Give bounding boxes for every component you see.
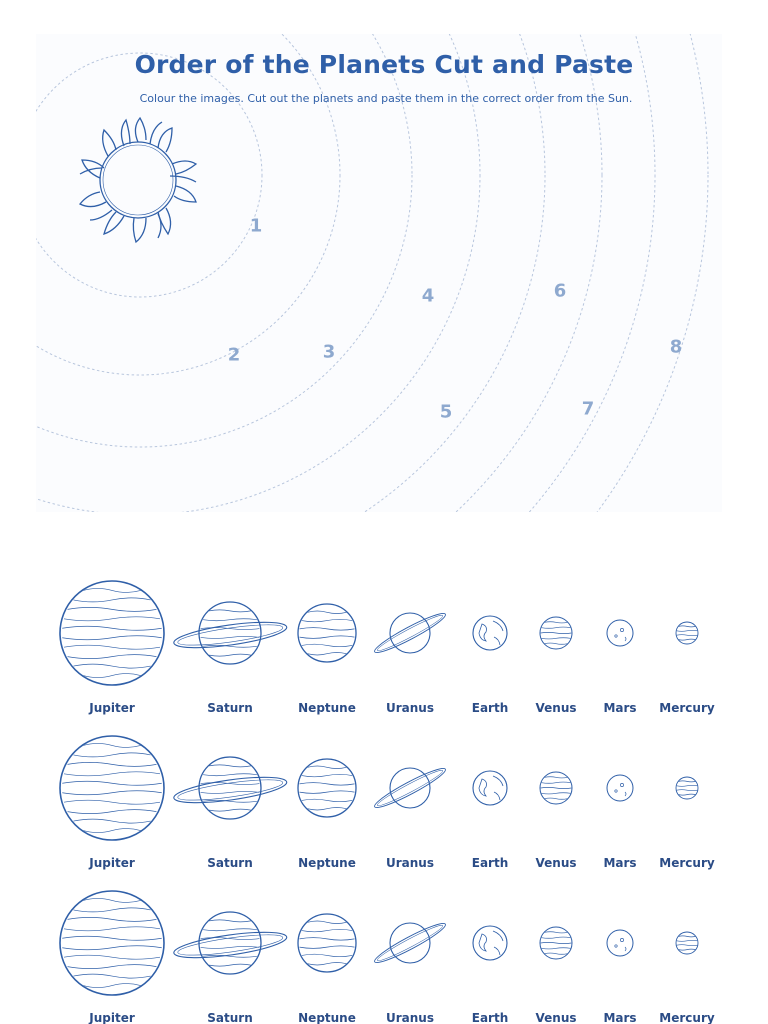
jupiter-cutout-image[interactable] (53, 578, 171, 692)
orbit-number-4: 4 (421, 285, 435, 307)
mars-label: Mars (603, 701, 637, 715)
mercury-label: Mercury (659, 701, 715, 715)
orbit-number-7: 7 (581, 398, 595, 420)
mars-cutout-image[interactable] (604, 772, 636, 808)
venus-cutout-image[interactable] (537, 614, 575, 656)
earth-cutout-image[interactable] (469, 612, 511, 658)
neptune-label: Neptune (298, 701, 356, 715)
uranus-label: Uranus (386, 701, 434, 715)
mars-cutout-image[interactable] (604, 617, 636, 653)
neptune-cutout-image[interactable] (295, 601, 359, 669)
saturn-cutout-image[interactable] (170, 753, 290, 827)
saturn-label: Saturn (207, 701, 253, 715)
venus-label: Venus (535, 856, 577, 870)
earth-cutout-image[interactable] (469, 922, 511, 968)
planet-row-3 (0, 880, 768, 1024)
venus-cutout-image[interactable] (537, 769, 575, 811)
earth-label: Earth (471, 856, 509, 870)
orbit-5 (0, 0, 545, 580)
jupiter-cutout-image[interactable] (53, 733, 171, 847)
neptune-cutout-image[interactable] (295, 756, 359, 824)
venus-cutout-image[interactable] (537, 924, 575, 966)
saturn-label: Saturn (207, 1011, 253, 1024)
saturn-label: Saturn (207, 856, 253, 870)
orbit-number-3: 3 (322, 341, 336, 363)
uranus-label: Uranus (386, 856, 434, 870)
saturn-cutout-image[interactable] (170, 908, 290, 982)
planet-row-2 (0, 725, 768, 875)
page-title: Order of the Planets Cut and Paste (134, 50, 634, 79)
earth-cutout-image[interactable] (469, 767, 511, 813)
mercury-cutout-image[interactable] (674, 930, 700, 960)
orbit-1 (18, 53, 262, 297)
sun-drawing (80, 118, 196, 242)
orbit-number-2: 2 (227, 344, 241, 366)
instructions-text: Colour the images. Cut out the planets and paste them in the correct order from the Sun. (139, 92, 633, 105)
mars-label: Mars (603, 1011, 637, 1024)
uranus-cutout-image[interactable] (368, 918, 452, 972)
planet-row-1 (0, 570, 768, 720)
orbit-number-6: 6 (553, 280, 567, 302)
neptune-label: Neptune (298, 856, 356, 870)
venus-label: Venus (535, 1011, 577, 1024)
mars-label: Mars (603, 856, 637, 870)
uranus-cutout-image[interactable] (368, 763, 452, 817)
mercury-label: Mercury (659, 856, 715, 870)
mars-cutout-image[interactable] (604, 927, 636, 963)
jupiter-label: Jupiter (89, 856, 135, 870)
saturn-cutout-image[interactable] (170, 598, 290, 672)
orbit-number-1: 1 (249, 215, 263, 237)
mercury-cutout-image[interactable] (674, 775, 700, 805)
uranus-label: Uranus (386, 1011, 434, 1024)
mercury-label: Mercury (659, 1011, 715, 1024)
orbit-number-5: 5 (439, 401, 453, 423)
orbit-number-8: 8 (669, 336, 683, 358)
uranus-cutout-image[interactable] (368, 608, 452, 662)
neptune-cutout-image[interactable] (295, 911, 359, 979)
jupiter-label: Jupiter (89, 1011, 135, 1024)
earth-label: Earth (471, 701, 509, 715)
mercury-cutout-image[interactable] (674, 620, 700, 650)
jupiter-label: Jupiter (89, 701, 135, 715)
earth-label: Earth (471, 1011, 509, 1024)
neptune-label: Neptune (298, 1011, 356, 1024)
venus-label: Venus (535, 701, 577, 715)
jupiter-cutout-image[interactable] (53, 888, 171, 1002)
